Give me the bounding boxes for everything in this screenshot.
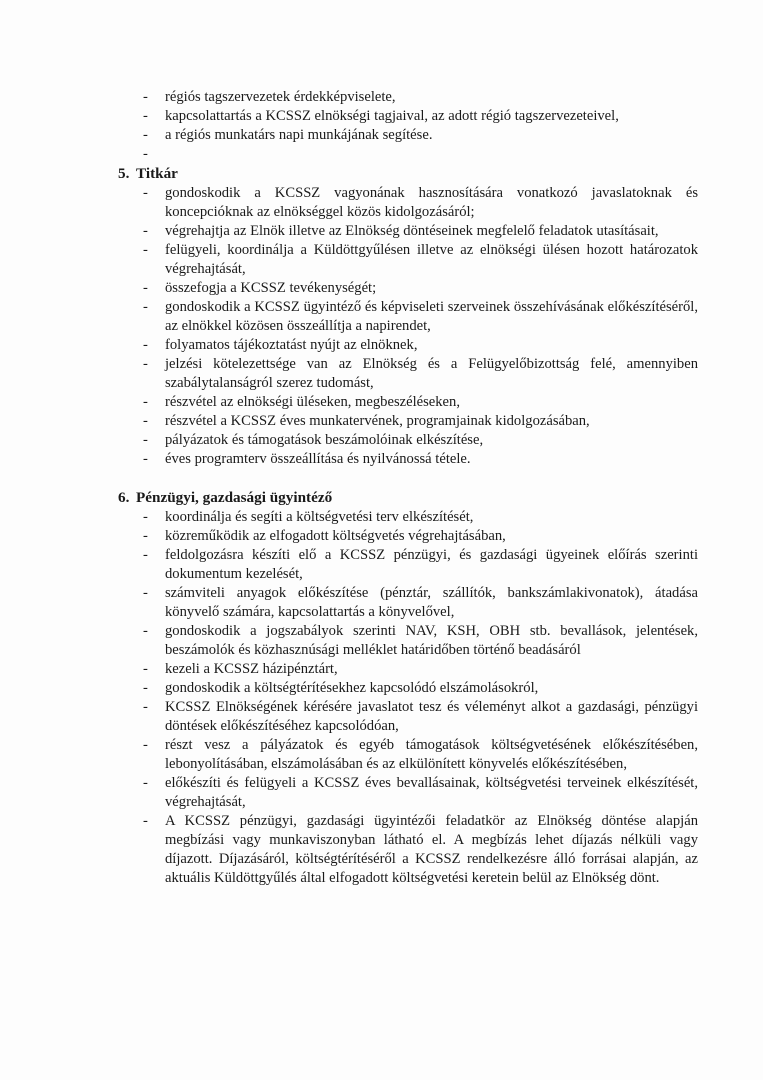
list-item: - KCSSZ Elnökségének kérésére javaslatot tesz és véleményt alkot a gazdasági, pénzügyi döntések előkészítéséhez kapcsolódóan, — [165, 698, 698, 736]
list-item: - végrehajtja az Elnök illetve az Elnökség döntéseinek megfelelő feladatok utasításait, — [165, 222, 698, 241]
list-item: - éves programterv összeállítása és nyilvánossá tétele. — [165, 450, 698, 469]
list-item: - részvétel az elnökségi üléseken, megbeszéléseken, — [165, 393, 698, 412]
section-title: Titkár — [136, 165, 178, 182]
section-title: Pénzügyi, gazdasági ügyintéző — [136, 489, 333, 506]
section-list — [118, 508, 698, 888]
list-item: - gondoskodik a KCSSZ vagyonának hasznosítására vonatkozó javaslatoknak és koncepcióknak az elnökséggel közös kidolgozásáról; — [165, 184, 698, 222]
section-heading — [118, 488, 698, 508]
list-item: - közreműködik az elfogadott költségvetés végrehajtásában, — [165, 527, 698, 546]
list-item: - gondoskodik a költségtérítésekhez kapcsolódó elszámolásokról, — [165, 679, 698, 698]
section-number: 5. — [118, 165, 130, 182]
section-list — [118, 184, 698, 469]
list-item: - a régiós munkatárs napi munkájának segítése. — [165, 126, 698, 145]
section-number: 6. — [118, 489, 130, 506]
list-item: - összefogja a KCSSZ tevékenységét; — [165, 279, 698, 298]
list-item: - számviteli anyagok előkészítése (pénztár, szállítók, bankszámlakivonatok), átadása könyvelő számára, kapcsolattartás a könyvelővel, — [165, 584, 698, 622]
list-item: - folyamatos tájékoztatást nyújt az elnöknek, — [165, 336, 698, 355]
list-item: - kapcsolattartás a KCSSZ elnökségi tagjaival, az adott régió tagszervezeteivel, — [165, 107, 698, 126]
list-item: - jelzési kötelezettsége van az Elnökség és a Felügyelőbizottság felé, amennyiben szabálytalanságról szerez tudomást, — [165, 355, 698, 393]
list-item: - kezeli a KCSSZ házipénztárt, — [165, 660, 698, 679]
list-item: - felügyeli, koordinálja a Küldöttgyűlésen illetve az elnökségi ülésen hozott határozatok végrehajtását, — [165, 241, 698, 279]
section-titkar — [118, 164, 698, 469]
section-gap — [118, 469, 698, 488]
list-item: - koordinálja és segíti a költségvetési terv elkészítését, — [165, 508, 698, 527]
list-item: - gondoskodik a jogszabályok szerinti NAV, KSH, OBH stb. bevallások, jelentések, beszámolók és közhasznúsági melléklet határidőben történő beadásáról — [165, 622, 698, 660]
document-body — [118, 88, 698, 888]
section-heading — [118, 164, 698, 184]
empty-list-item — [165, 145, 698, 164]
list-item: - részt vesz a pályázatok és egyéb támogatások költségvetésének előkészítésében, lebonyolításában, elszámolásában és az elkülönített könyvelés előkészítésében, — [165, 736, 698, 774]
list-item: - A KCSSZ pénzügyi, gazdasági ügyintézői feladatkör az Elnökség döntése alapján megbízási vagy munkaviszonyban látható el. A megbízás lehet díjazás nélküli vagy díjazott. Díjazásáról, költségtérítéséről a KCSSZ rendelkezésre álló forrásai alapján, az aktuális Küldöttgyűlés által elfogadott költségvetési keretein belül az Elnökség dönt. — [165, 812, 698, 888]
list-item: - régiós tagszervezetek érdekképviselete, — [165, 88, 698, 107]
list-item: - előkészíti és felügyeli a KCSSZ éves bevallásainak, költségvetési terveinek elkészítését, végrehajtását, — [165, 774, 698, 812]
list-item: - részvétel a KCSSZ éves munkatervének, programjainak kidolgozásában, — [165, 412, 698, 431]
section-penzugyi — [118, 488, 698, 888]
list-item: - feldolgozásra készíti elő a KCSSZ pénzügyi, és gazdasági ügyeinek előírás szerinti dokumentum kezelését, — [165, 546, 698, 584]
intro-list — [118, 88, 698, 164]
list-item: - pályázatok és támogatások beszámolóinak elkészítése, — [165, 431, 698, 450]
list-item: - gondoskodik a KCSSZ ügyintéző és képviseleti szerveinek összehívásának előkészítéséről, az elnökkel közösen összeállítja a napirendet, — [165, 298, 698, 336]
